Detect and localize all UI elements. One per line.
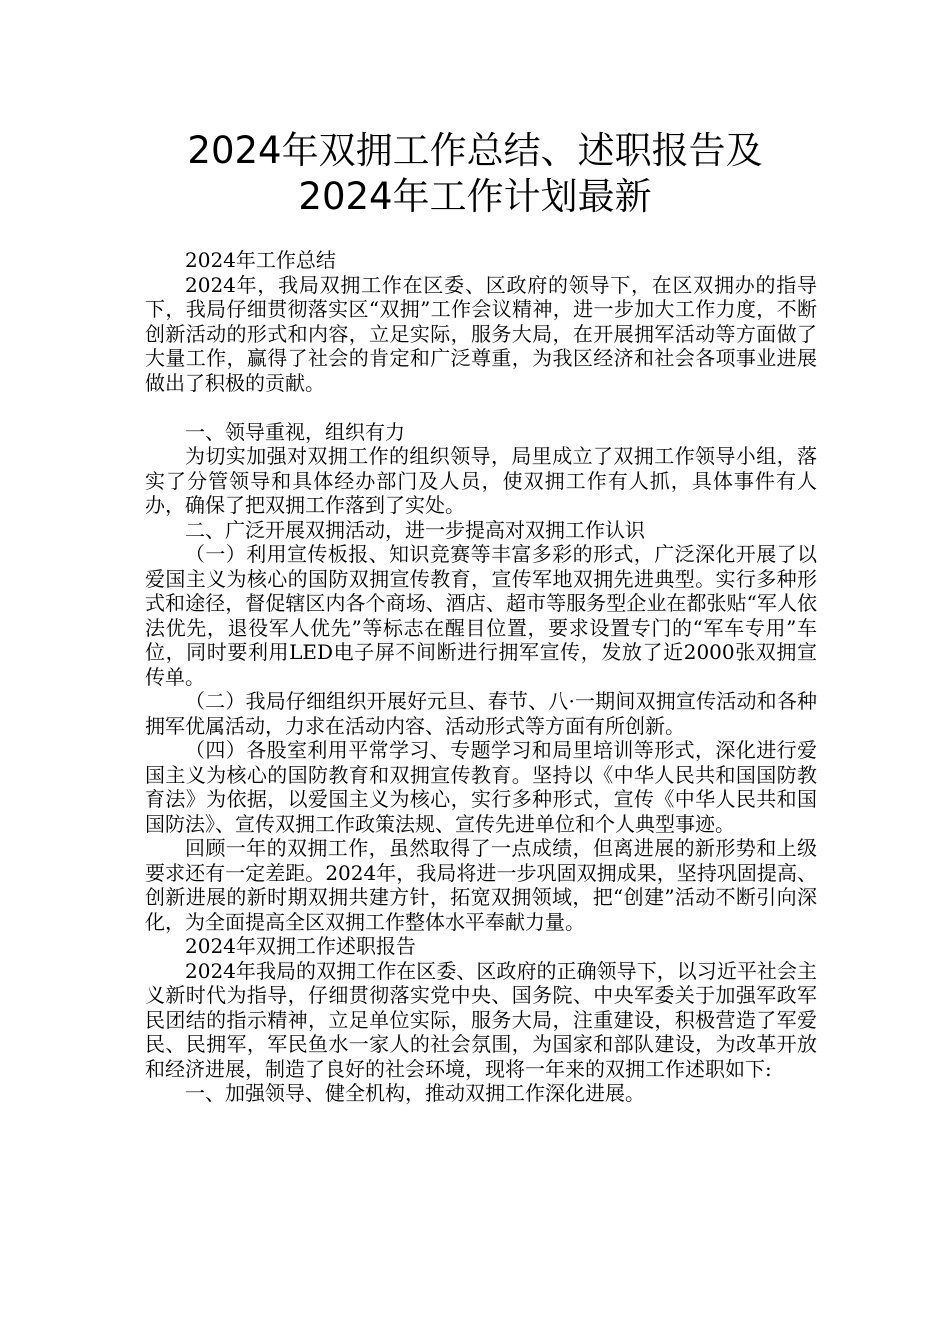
paragraph-intro: 2024年，我局双拥工作在区委、区政府的领导下，在区双拥办的指导下，我局仔细贯彻落实区“双拥”工作会议精神，进一步加大工作力度，不断创新活动的形式和内容，立足实际，服务大局，在开展拥军活动等方面做了大量工作，赢得了社会的肯定和广泛尊重，为我区经济和社会各项事业进展做出了积极的贡献。 (145, 272, 817, 395)
document-title (0, 128, 950, 220)
section-heading-summary: 2024年工作总结 (185, 248, 336, 272)
paragraph-activity-4: （四）各股室利用平常学习、专题学习和局里培训等形式，深化进行爱国主义为核心的国防教育和双拥宣传教育。坚持以《中华人民共和国国防教育法》为依据，以爱国主义为核心，实行多种形式，宣传《中华人民共和国国防法》、宣传双拥工作政策法规、宣传先进单位和个人典型事迹。 (145, 738, 817, 836)
section-heading-activities: 二、广泛开展双拥活动，进一步提高对双拥工作认识 (185, 517, 645, 542)
document-body (145, 248, 817, 1106)
blank-line (145, 395, 817, 420)
paragraph-activity-2: （二）我局仔细组织开展好元旦、春节、八·一期间双拥宣传活动和各种拥军优属活动，力求在活动内容、活动形式等方面有所创新。 (145, 689, 817, 738)
section-heading-report: 2024年双拥工作述职报告 (185, 934, 416, 958)
title-line-2: 2024年工作计划最新 (298, 175, 652, 218)
paragraph-activity-1: （一）利用宣传板报、知识竞赛等丰富多彩的形式，广泛深化开展了以爱国主义为核心的国防双拥宣传教育，宣传军地双拥先进典型。实行多种形式和途径，督促辖区内各个商场、酒店、超市等服务型企业在都张贴“军人依法优先，退役军人优先”等标志在醒目位置，要求设置专门的“军车专用”车位，同时要利用LED电子屏不间断进行拥军宣传，发放了近2000张双拥宣传单。 (145, 542, 817, 689)
paragraph-leadership: 为切实加强对双拥工作的组织领导，局里成立了双拥工作领导小组，落实了分管领导和具体经办部门及人员，使双拥工作有人抓，具体事件有人办，确保了把双拥工作落到了实处。 (145, 444, 817, 517)
title-line-1: 2024年双拥工作总结、述职报告及 (187, 129, 763, 172)
section-heading-report-1: 一、加强领导、健全机构，推动双拥工作深化进展。 (185, 1081, 645, 1105)
section-heading-leadership: 一、领导重视，组织有力 (185, 419, 405, 444)
paragraph-report-intro: 2024年我局的双拥工作在区委、区政府的正确领导下，以习近平社会主义新时代为指导，仔细贯彻落实党中央、国务院、中央军委关于加强军政军民团结的指示精神，立足单位实际，服务大局，注重建设，积极营造了军爱民、民拥军，军民鱼水一家人的社会氛围，为国家和部队建设，为改革开放和经济进展，制造了良好的社会环境，现将一年来的双拥工作述职如下: (145, 958, 817, 1081)
paragraph-review: 回顾一年的双拥工作，虽然取得了一点成绩，但离进展的新形势和上级要求还有一定差距。2024年，我局将进一步巩固双拥成果，坚持巩固提高、创新进展的新时期双拥共建方针，拓宽双拥领域，把“创建”活动不断引向深化，为全面提高全区双拥工作整体水平奉献力量。 (145, 836, 817, 934)
